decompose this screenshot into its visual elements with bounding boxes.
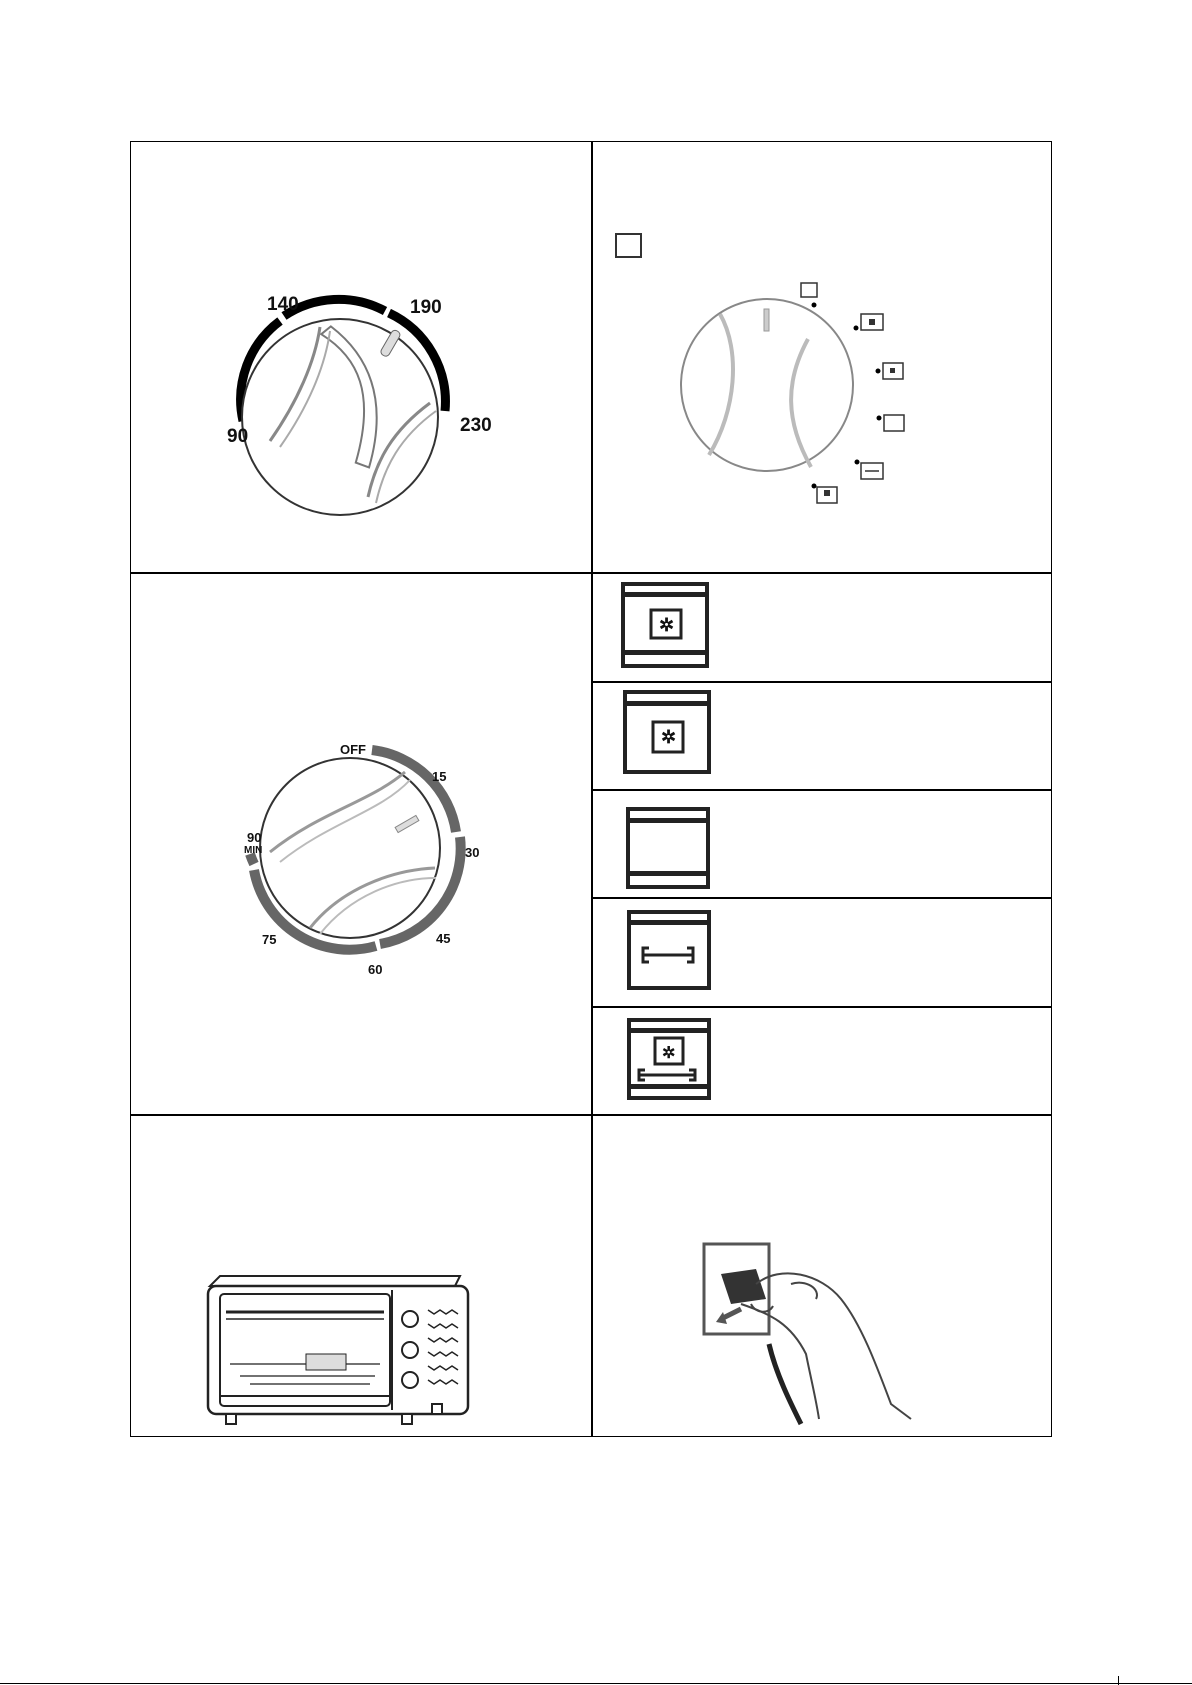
timer-label-off: OFF [340,742,366,757]
temperature-dial-cell [130,141,591,572]
bottom-rotisserie-icon [627,910,727,1010]
oven-knob-middle-icon [402,1342,418,1358]
svg-text:✲: ✲ [659,615,675,635]
mode-top-bottom-small-icon [884,415,904,431]
temp-label-230: 230 [460,415,492,436]
page-corner-mark [1118,1676,1119,1685]
timer-label-60: 60 [368,962,383,977]
temperature-dial-illustration [130,141,591,572]
temp-label-190: 190 [410,297,442,318]
unplug-cell [591,1114,1052,1437]
mode-row-fan-rotisserie [591,1006,1052,1114]
oven-cell [130,1114,591,1437]
top-bottom-heat-icon [626,807,726,907]
mode-row-top-bottom [591,789,1052,897]
timer-label-45: 45 [436,931,451,946]
timer-dial-cell [130,572,591,1114]
oven-knob-top-icon [402,1311,418,1327]
fan-rotisserie-icon [627,1018,727,1118]
timer-label-min: MIN [244,845,263,856]
svg-text:✲: ✲ [662,1045,676,1062]
mode-row-top-fan [591,681,1052,789]
toaster-oven-illustration [130,1114,591,1437]
top-heat-fan-icon [623,690,723,790]
page-bottom-rule [0,1683,1192,1684]
oven-knob-bottom-icon [402,1372,418,1388]
temp-label-90: 90 [227,426,249,447]
off-mode-icon [801,283,817,297]
timer-label-15: 15 [432,769,447,784]
unplug-illustration [591,1114,1052,1437]
timer-label-90: 90 [247,830,262,845]
function-dial-cell [591,141,1052,572]
mode-row-top-bottom-fan [591,572,1052,681]
temp-label-140: 140 [267,294,299,315]
function-dial-illustration [591,141,1052,572]
off-symbol-icon [616,234,641,257]
mode-row-rotisserie [591,897,1052,1006]
timer-dial-illustration [130,572,591,1114]
timer-label-30: 30 [465,845,480,860]
svg-text:✲: ✲ [661,727,677,747]
top-bottom-heat-fan-icon [621,582,721,682]
timer-label-75: 75 [262,932,277,947]
